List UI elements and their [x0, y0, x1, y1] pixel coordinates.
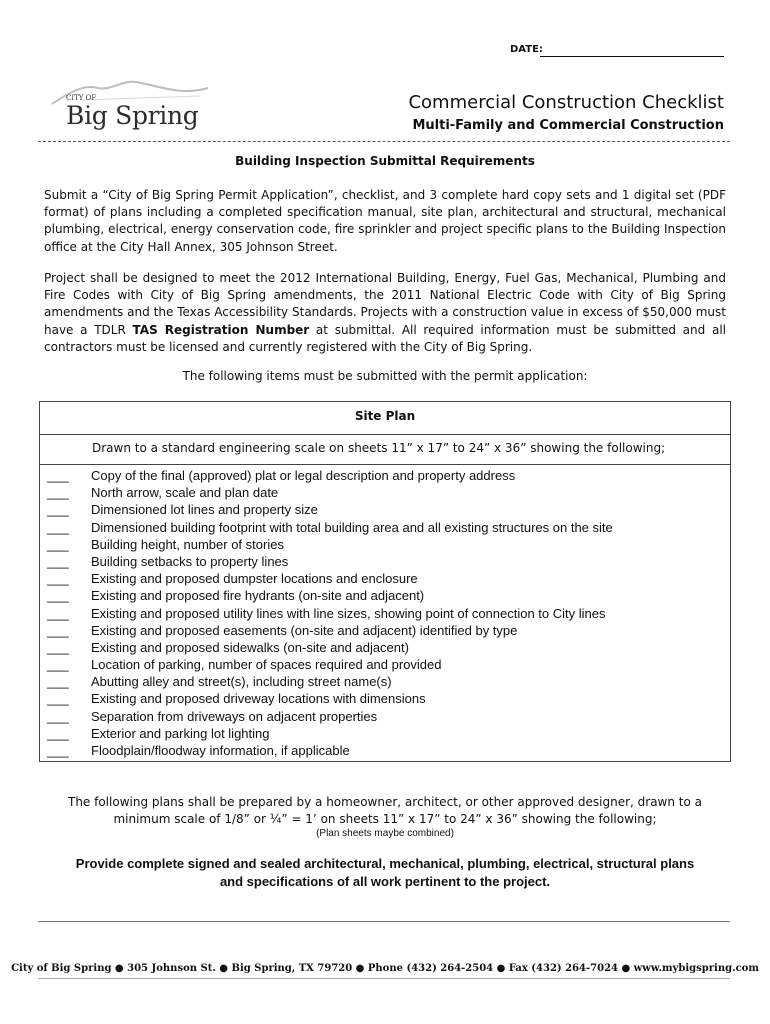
checklist-blank[interactable]: ___: [47, 639, 69, 655]
checklist-blank[interactable]: ___: [47, 588, 69, 604]
checklist-item-label: Existing and proposed utility lines with line sizes, showing point of connection to City lines: [91, 605, 606, 621]
checklist-item: [40, 570, 730, 587]
checklist-item-label: Existing and proposed fire hydrants (on-site and adjacent): [91, 588, 425, 604]
checklist-blank[interactable]: ___: [47, 519, 69, 535]
checklist-item: [40, 519, 730, 536]
checklist-item-label: Copy of the final (approved) plat or legal description and property address: [91, 468, 516, 483]
footer-contact: City of Big Spring ● 305 Johnson St. ● Big Spring, TX 79720 ● Phone (432) 264-2504 ● Fax (432) 264-7024 ● www.mybigspring.com: [11, 963, 759, 974]
paragraph-codes: [44, 270, 726, 356]
checklist-item: [40, 501, 730, 518]
checklist-item-label: Building setbacks to property lines: [91, 553, 289, 569]
checklist-item: [40, 536, 730, 553]
provide-plans-line1: Provide complete signed and sealed architectural, mechanical, plumbing, electrical, structural plans: [75, 856, 695, 871]
provide-plans-line2: and specifications of all work pertinent to the project.: [219, 874, 551, 889]
checklist-item: [40, 605, 730, 622]
paragraph-submit: Submit a “City of Big Spring Permit Application”, checklist, and 3 complete hard copy sets and 1 digital set (PDF format) of plans including a completed specification manual, site plan, architectural and structural, mechanical plumbing, electrical, energy conservation code, fire sprinkler and project specific plans to the Building Inspection office at the City Hall Annex, 305 Johnson Street.: [44, 188, 726, 254]
page-title: Commercial Construction Checklist: [408, 92, 724, 113]
site-plan-intro: Drawn to a standard engineering scale on sheets 11” x 17” to 24” x 36” showing the following;: [92, 441, 666, 455]
checklist-blank[interactable]: ___: [47, 502, 69, 518]
content-divider: [38, 921, 730, 922]
checklist-item-label: Existing and proposed dumpster locations and enclosure: [91, 571, 418, 587]
page-subtitle: Multi-Family and Commercial Construction: [412, 118, 724, 133]
logo-city-of: CITY OF: [66, 94, 97, 102]
plans-intro-line2: minimum scale of 1/8” or ¼” = 1’ on sheets 11” x 17” to 24” x 36” showing the following;: [113, 812, 657, 826]
checklist-item: [40, 587, 730, 604]
checklist-item-label: Existing and proposed sidewalks (on-site and adjacent): [91, 639, 409, 655]
checklist-item: [40, 553, 730, 570]
checklist-item: [40, 467, 730, 484]
checklist-blank[interactable]: ___: [47, 657, 69, 673]
checklist-item-label: Location of parking, number of spaces required and provided: [91, 657, 442, 673]
checklist-item-label: Existing and proposed driveway locations with dimensions: [91, 691, 426, 707]
checklist-item: [40, 673, 730, 690]
checklist-item: [40, 708, 730, 725]
paragraph-codes-text-end: at submittal. All required information must be submitted and all contractors must be licensed and currently registered with the City of Big Spring.: [44, 322, 726, 354]
checklist-item-label: Building height, number of stories: [91, 536, 284, 552]
checklist-blank[interactable]: ___: [47, 708, 69, 724]
checklist-item-label: North arrow, scale and plan date: [91, 485, 279, 501]
checklist-item: [40, 656, 730, 673]
checklist-blank[interactable]: ___: [47, 725, 69, 741]
logo-name: Big Spring: [66, 101, 199, 130]
section-heading: Building Inspection Submittal Requirements: [235, 154, 535, 168]
date-field-line[interactable]: [540, 56, 724, 57]
plans-intro-line1: The following plans shall be prepared by a homeowner, architect, or other approved designer, drawn to a: [67, 795, 702, 809]
checklist-blank[interactable]: ___: [47, 691, 69, 707]
items-intro: The following items must be submitted with the permit application:: [182, 369, 588, 383]
site-plan-title: Site Plan: [354, 409, 416, 423]
checklist-item-label: Separation from driveways on adjacent properties: [91, 708, 378, 724]
checklist-blank[interactable]: ___: [47, 674, 69, 690]
checklist-item-label: Dimensioned building footprint with total building area and all existing structures on the site: [91, 519, 613, 535]
footer-divider: [38, 978, 730, 979]
checklist-item-label: Dimensioned lot lines and property size: [91, 502, 318, 518]
checklist-item-label: Exterior and parking lot lighting: [91, 725, 270, 741]
header-divider: [38, 141, 730, 142]
checklist-blank[interactable]: ___: [47, 485, 69, 501]
checklist-item: [40, 622, 730, 639]
city-logo: [50, 74, 210, 134]
site-plan-divider: [40, 434, 730, 435]
checklist-item: [40, 484, 730, 501]
checklist-blank[interactable]: ___: [47, 571, 69, 587]
site-plan-divider: [40, 464, 730, 465]
checklist-item-label: Floodplain/floodway information, if applicable: [91, 743, 350, 758]
checklist-item: [40, 725, 730, 742]
plans-note: (Plan sheets maybe combined): [316, 828, 454, 839]
checklist-item: [40, 742, 730, 759]
checklist-item-label: Abutting alley and street(s), including street name(s): [91, 674, 392, 690]
checklist-item: [40, 639, 730, 656]
checklist-blank[interactable]: ___: [47, 622, 69, 638]
checklist-blank[interactable]: ___: [47, 743, 69, 758]
date-label: DATE:: [510, 44, 543, 55]
checklist-blank[interactable]: ___: [47, 553, 69, 569]
checklist-blank[interactable]: ___: [47, 605, 69, 621]
checklist-item-label: Existing and proposed easements (on-site and adjacent) identified by type: [91, 622, 518, 638]
site-plan-box: [39, 401, 731, 762]
site-plan-checklist: [40, 467, 730, 759]
checklist-blank[interactable]: ___: [47, 536, 69, 552]
checklist-blank[interactable]: ___: [47, 468, 69, 483]
paragraph-codes-text: Project shall be designed to meet the 2012 International Building, Energy, Fuel Gas, Mechanical, Plumbing and Fire Codes with City of Big Spring amendments, the 2011 National Electric Code with City of Big Spring amendments and the Texas Accessibility Standards. Projects with a construction value in excess of $50,000 must have a TDLR: [44, 271, 726, 337]
tas-registration-number: TAS Registration Number: [132, 322, 310, 337]
checklist-item: [40, 690, 730, 707]
